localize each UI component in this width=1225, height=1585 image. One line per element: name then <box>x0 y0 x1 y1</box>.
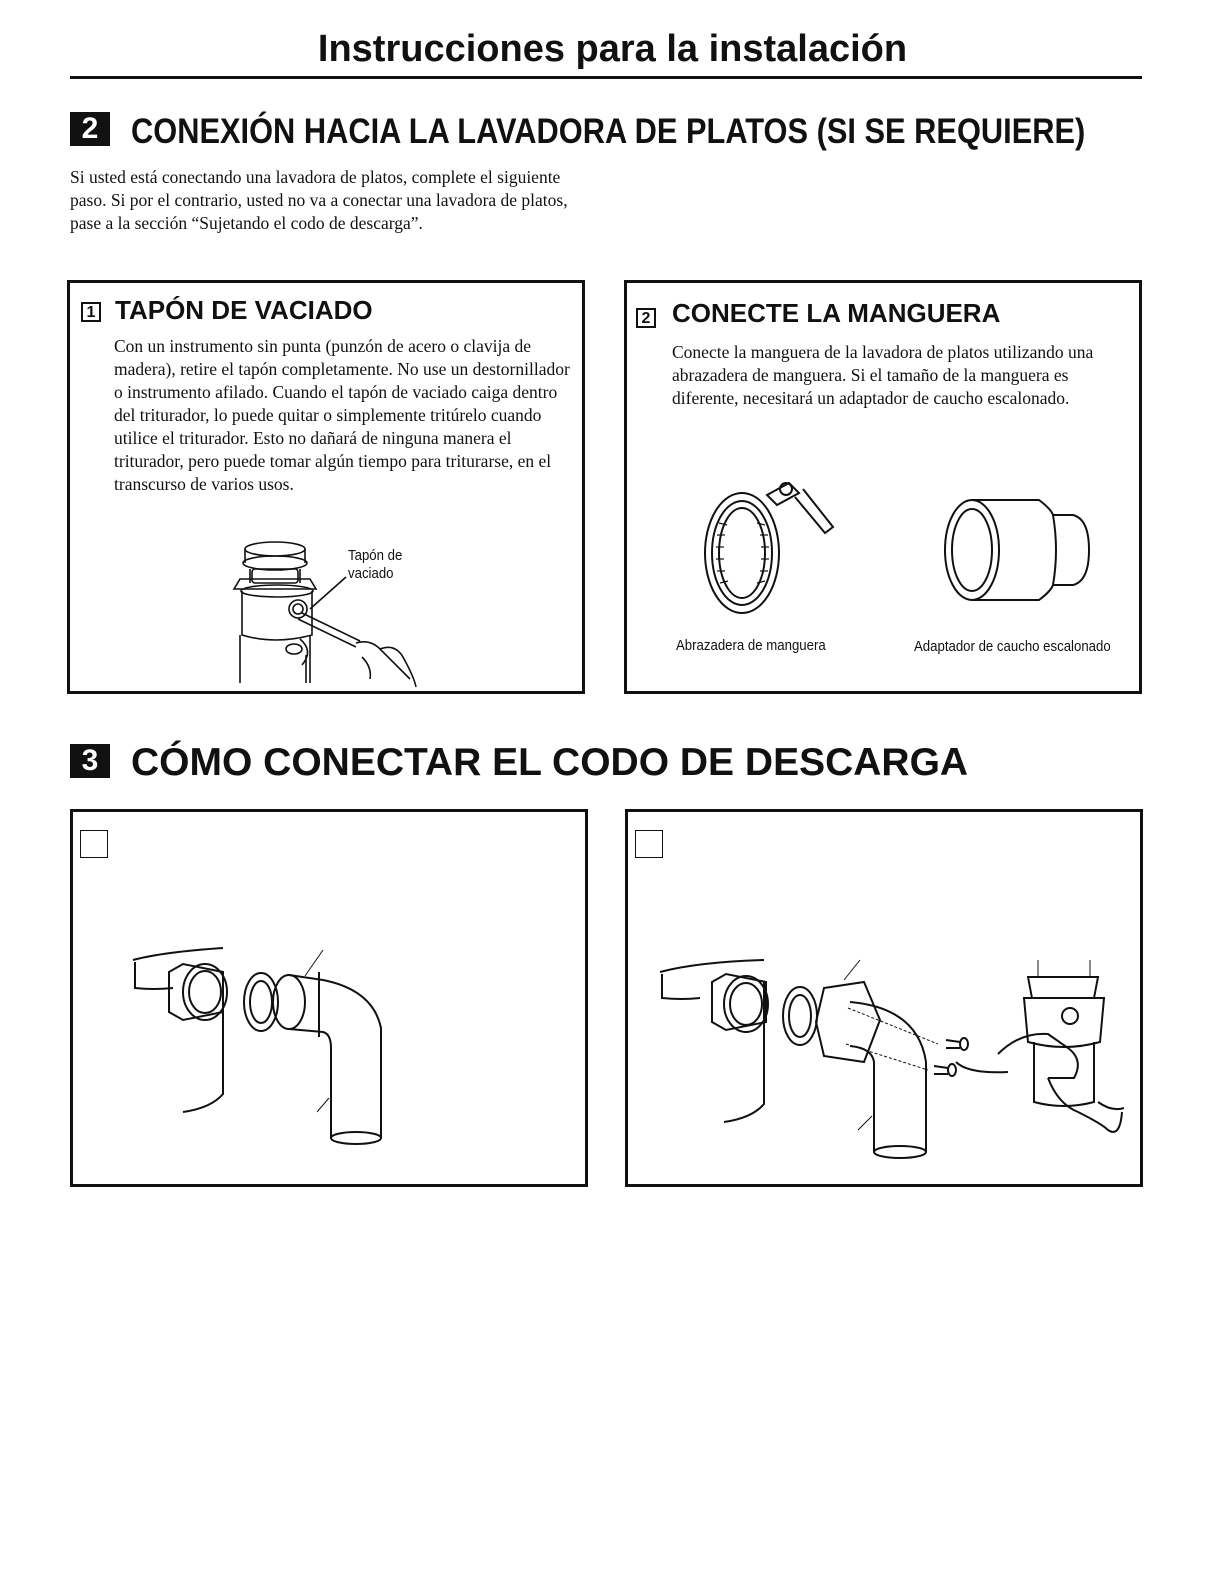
title-divider <box>70 76 1142 79</box>
panel-discharge-elbow-step-b <box>625 809 1143 1187</box>
step-1-text: Con un instrumento sin punta (punzón de acero o clavija de madera), retire el tapón completamente. No use un destornillador o instrumento afilado. Cuando el tapón de vaciado caiga dentro del triturador, lo puede quitar o simplemente tritúrelo cuando utilice el triturador. Esto no dañará de ninguna manera el triturador, pero puede tomar algún tiempo para triturarse, en el transcurso de varios usos. <box>114 336 570 494</box>
hose-clamp-caption: Abrazadera de manguera <box>676 637 826 654</box>
disposer-drain-plug-illustration <box>70 283 582 691</box>
panel-drain-plug <box>67 280 585 694</box>
rubber-adapter-caption: Adaptador de caucho escalonado <box>914 638 1111 655</box>
section-2-number: 2 <box>70 112 110 146</box>
drain-plug-label-line1: Tapón de <box>348 547 403 564</box>
step-2-number: 2 <box>636 308 656 328</box>
section-3-title: CÓMO CONECTAR EL CODO DE DESCARGA <box>131 741 969 784</box>
discharge-elbow-bolts-illustration <box>628 812 1140 1184</box>
drain-plug-label-line2: vaciado <box>348 565 394 582</box>
rubber-adapter-illustration <box>627 283 1139 691</box>
step-1-number: 1 <box>81 302 101 322</box>
step-2-title: CONECTE LA MANGUERA <box>672 298 1001 328</box>
panel-connect-hose <box>624 280 1142 694</box>
step-1-title: TAPÓN DE VACIADO <box>115 295 373 325</box>
step-2-text: Conecte la manguera de la lavadora de platos utilizando una abrazadera de manguera. Si el tamaño de la manguera es diferente, necesitará un adaptador de caucho escalonado. <box>672 342 1094 408</box>
section-2-intro: Si usted está conectando una lavadora de platos, complete el siguiente paso. Si por el contrario, usted no va a conectar una lavadora de platos, pase a la sección “Sujetando el codo de descarga”. <box>70 167 568 233</box>
section-2-title: CONEXIÓN HACIA LA LAVADORA DE PLATOS (SI SE REQUIERE) <box>131 112 1086 151</box>
section-3-number: 3 <box>70 744 110 778</box>
panel-discharge-elbow-step-a <box>70 809 588 1187</box>
page-title: Instrucciones para la instalación <box>317 28 908 70</box>
discharge-elbow-gasket-illustration <box>73 812 585 1184</box>
